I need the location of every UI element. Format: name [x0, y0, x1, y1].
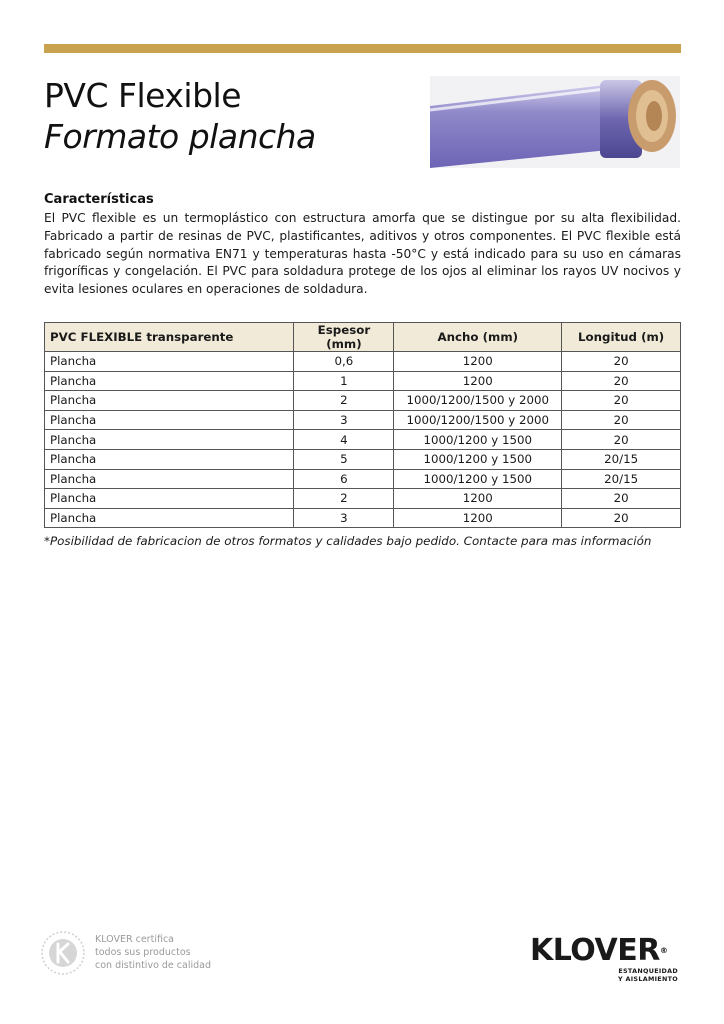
characteristics-text: El PVC flexible es un termoplástico con estructura amorfa que se distingue por su alta flexibilidad. Fabricado a partir de resinas de PVC, plastificantes, aditivos y otros componentes. El PVC flexible está fabricado según normativa EN71 y temperaturas hasta -50°C y está indicado para su uso en cámaras frigoríficas y congelación. El PVC para soldadura protege de los ojos al eliminar los rayos UV nocivos y evita lesiones oculares en operaciones de soldadura.: [44, 211, 681, 297]
footnote: *Posibilidad de fabricacion de otros formatos y calidades bajo pedido. Contacte para mas información: [44, 534, 652, 548]
table-row: [45, 508, 681, 528]
cell-length: 20: [562, 391, 681, 411]
cell-length: 20: [562, 352, 681, 372]
header-thickness: Espesor (mm): [294, 323, 394, 352]
cell-product: Plancha: [45, 391, 294, 411]
certification-text: [95, 933, 211, 972]
cell-length: 20: [562, 410, 681, 430]
brand-tagline-2: Y AISLAMIENTO: [618, 975, 678, 983]
cell-width: 1200: [394, 508, 562, 528]
cell-thickness: 3: [294, 410, 394, 430]
cell-product: Plancha: [45, 449, 294, 469]
cell-thickness: 6: [294, 469, 394, 489]
cell-product: Plancha: [45, 410, 294, 430]
title-line-2: Formato plancha: [44, 117, 316, 156]
quality-seal-icon: [40, 930, 86, 976]
page-title: [44, 76, 316, 158]
registered-mark: ®: [659, 946, 668, 955]
cell-thickness: 2: [294, 391, 394, 411]
table-header-row: [45, 323, 681, 352]
cell-thickness: 5: [294, 449, 394, 469]
table-row: [45, 430, 681, 450]
cell-width: 1000/1200/1500 y 2000: [394, 410, 562, 430]
table-row: [45, 371, 681, 391]
accent-bar: [44, 44, 681, 53]
title-line-1: PVC Flexible: [44, 76, 241, 115]
cell-thickness: 4: [294, 430, 394, 450]
table-row: [45, 391, 681, 411]
cell-length: 20: [562, 508, 681, 528]
characteristics-heading: Características: [44, 192, 154, 207]
cell-product: Plancha: [45, 352, 294, 372]
cert-line: KLOVER certifica: [95, 934, 174, 945]
cell-product: Plancha: [45, 371, 294, 391]
cell-width: 1000/1200 y 1500: [394, 469, 562, 489]
table-row: [45, 469, 681, 489]
cell-width: 1200: [394, 352, 562, 372]
spec-table: [44, 322, 681, 528]
cell-length: 20/15: [562, 449, 681, 469]
table-row: [45, 410, 681, 430]
cell-thickness: 2: [294, 489, 394, 509]
brand-wordmark: KLOVER: [530, 933, 660, 968]
cell-product: Plancha: [45, 489, 294, 509]
table-row: [45, 489, 681, 509]
header-product: PVC FLEXIBLE transparente: [45, 323, 294, 352]
cell-thickness: 3: [294, 508, 394, 528]
cell-thickness: 0,6: [294, 352, 394, 372]
header-width: Ancho (mm): [394, 323, 562, 352]
cell-product: Plancha: [45, 430, 294, 450]
brand-logo: [530, 934, 682, 984]
brand-tagline-1: ESTANQUEIDAD: [618, 967, 678, 975]
cell-length: 20: [562, 430, 681, 450]
cell-length: 20/15: [562, 469, 681, 489]
cell-length: 20: [562, 489, 681, 509]
table-row: [45, 352, 681, 372]
cert-line: todos sus productos: [95, 947, 191, 958]
header-length: Longitud (m): [562, 323, 681, 352]
cell-product: Plancha: [45, 508, 294, 528]
cell-length: 20: [562, 371, 681, 391]
table-row: [45, 449, 681, 469]
pvc-roll-photo: [430, 76, 680, 168]
cell-width: 1200: [394, 371, 562, 391]
brand-name: [530, 934, 667, 968]
cell-width: 1200: [394, 489, 562, 509]
cell-thickness: 1: [294, 371, 394, 391]
cert-line: con distintivo de calidad: [95, 960, 211, 971]
cell-width: 1000/1200 y 1500: [394, 449, 562, 469]
cell-width: 1000/1200 y 1500: [394, 430, 562, 450]
cell-width: 1000/1200/1500 y 2000: [394, 391, 562, 411]
cell-product: Plancha: [45, 469, 294, 489]
